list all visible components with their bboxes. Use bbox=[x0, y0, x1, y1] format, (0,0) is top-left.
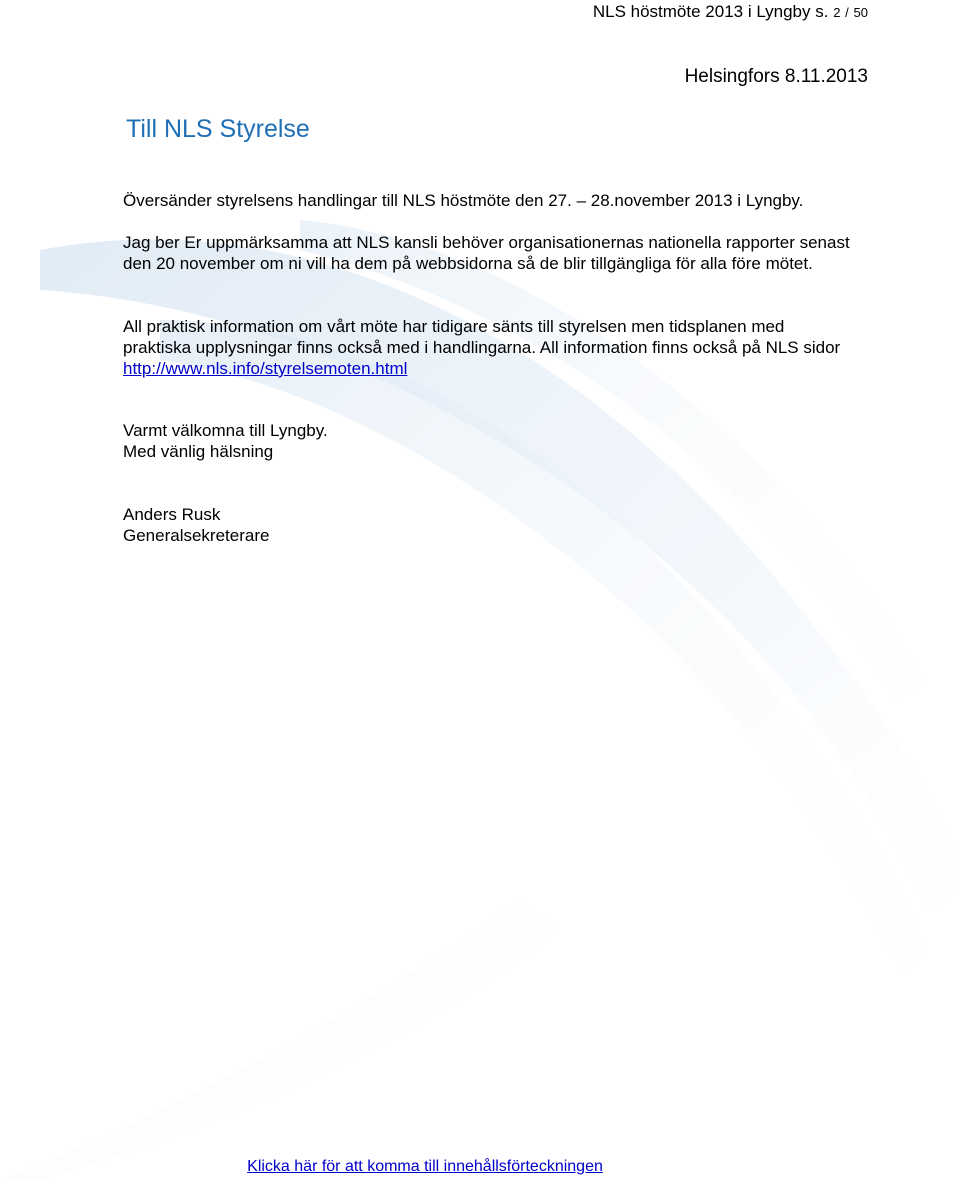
running-header bbox=[593, 0, 868, 25]
paragraph-reports-text: Jag ber Er uppmärksamma att NLS kansli behöver organisationernas nationella rapporter senast den 20 november om ni vill ha dem på webbsidorna så de blir tillgängliga för alla före mötet. bbox=[123, 233, 850, 273]
footer bbox=[0, 1156, 850, 1178]
paragraph-information-text: All praktisk information om vårt möte har tidigare sänts till styrelsen men tidsplanen med praktiska upplysningar finns också med i handlingarna. All information finns också på NLS sidor bbox=[123, 317, 841, 357]
page-total: 50 bbox=[853, 5, 868, 20]
paragraph-information-body bbox=[123, 316, 853, 379]
paragraph-intro bbox=[123, 190, 853, 211]
paragraph-information bbox=[123, 316, 853, 379]
page-separator: / bbox=[845, 5, 849, 20]
styrelsemoten-link[interactable]: http://www.nls.info/styrelsemoten.html bbox=[123, 359, 408, 378]
paragraph-intro-text: Översänder styrelsens handlingar till NLS höstmöte den 27. – 28.november 2013 i Lyngby. bbox=[123, 191, 804, 210]
signer-title: Generalsekreterare bbox=[123, 526, 270, 545]
recipient-heading: Till NLS Styrelse bbox=[126, 115, 310, 143]
paragraph-reports bbox=[123, 232, 853, 274]
closing-welcome: Varmt välkomna till Lyngby. bbox=[123, 421, 328, 440]
closing-regards: Med vänlig hälsning bbox=[123, 442, 274, 461]
signer-name: Anders Rusk bbox=[123, 505, 221, 524]
signature bbox=[123, 504, 853, 546]
toc-link[interactable]: Klicka här för att komma till innehållsförteckningen bbox=[247, 1158, 603, 1175]
letter-date: Helsingfors 8.11.2013 bbox=[684, 66, 868, 87]
page-current: 2 bbox=[833, 5, 841, 20]
closing bbox=[123, 420, 853, 462]
running-title: NLS höstmöte 2013 i Lyngby s. bbox=[592, 2, 829, 21]
